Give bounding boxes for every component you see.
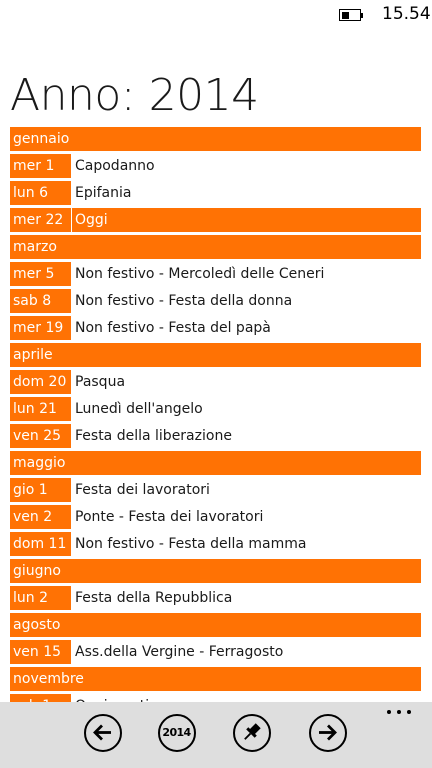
event-label[interactable]: Ponte - Festa dei lavoratori: [75, 509, 264, 525]
event-date[interactable]: sab 8: [10, 289, 71, 313]
event-label[interactable]: Non festivo - Festa del papà: [75, 320, 271, 336]
event-label[interactable]: Non festivo - Mercoledì delle Ceneri: [75, 266, 325, 282]
month-header: marzo: [10, 235, 421, 259]
back-button[interactable]: [84, 714, 122, 752]
month-header: aprile: [10, 343, 421, 367]
holiday-list[interactable]: [0, 125, 432, 705]
month-header: novembre: [10, 667, 421, 691]
event-label[interactable]: Festa dei lavoratori: [75, 482, 210, 498]
clock: 15.54: [382, 4, 431, 24]
app-bar: [0, 702, 432, 768]
event-label-today[interactable]: Oggi: [72, 208, 421, 232]
event-date[interactable]: ven 25: [10, 424, 71, 448]
event-date[interactable]: mer 1: [10, 154, 71, 178]
status-bar: [0, 0, 432, 32]
month-header: giugno: [10, 559, 421, 583]
event-date[interactable]: mer 19: [10, 316, 71, 340]
event-date[interactable]: dom 11: [10, 532, 71, 556]
more-button[interactable]: [385, 706, 413, 718]
pin-button[interactable]: [233, 714, 271, 752]
event-date[interactable]: lun 6: [10, 181, 71, 205]
month-header: maggio: [10, 451, 421, 475]
page-title: Anno: 2014: [10, 70, 259, 121]
event-label[interactable]: Lunedì dell'angelo: [75, 401, 203, 417]
forward-button[interactable]: [309, 714, 347, 752]
event-label[interactable]: Epifania: [75, 185, 132, 201]
battery-icon: [339, 9, 363, 21]
event-label[interactable]: Festa della Repubblica: [75, 590, 233, 606]
event-label[interactable]: Festa della liberazione: [75, 428, 232, 444]
event-date[interactable]: lun 2: [10, 586, 71, 610]
event-label[interactable]: Capodanno: [75, 158, 155, 174]
event-label[interactable]: Ass.della Vergine - Ferragosto: [75, 644, 284, 660]
event-date[interactable]: dom 20: [10, 370, 71, 394]
ellipsis-icon: [387, 710, 391, 714]
month-header: agosto: [10, 613, 421, 637]
year-icon: 2014: [162, 726, 191, 739]
event-date[interactable]: gio 1: [10, 478, 71, 502]
event-label[interactable]: Non festivo - Festa della mamma: [75, 536, 307, 552]
pin-icon: [235, 716, 268, 749]
month-header: gennaio: [10, 127, 421, 151]
back-arrow-icon: [86, 716, 119, 749]
event-date[interactable]: lun 21: [10, 397, 71, 421]
event-date[interactable]: mer 5: [10, 262, 71, 286]
event-label[interactable]: Non festivo - Festa della donna: [75, 293, 293, 309]
event-date[interactable]: ven 15: [10, 640, 71, 664]
year-button[interactable]: [158, 714, 196, 752]
event-label[interactable]: Pasqua: [75, 374, 126, 390]
forward-arrow-icon: [311, 716, 344, 749]
event-date[interactable]: ven 2: [10, 505, 71, 529]
event-date[interactable]: mer 22: [10, 208, 71, 232]
